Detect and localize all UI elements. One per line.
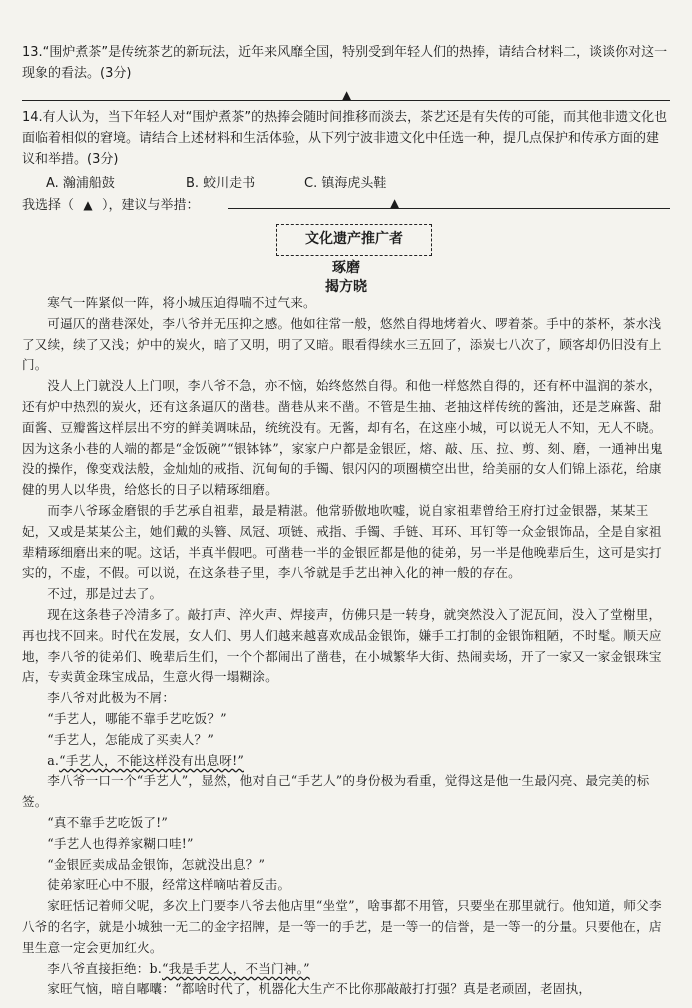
story-paragraph-b: [22, 959, 668, 980]
story-paragraph: 可逼仄的凿巷深处，李八爷并无压抑之感。他如往常一般，悠然自得地烤着火、啰着茶。手中的茶杯，茶水浅了又续，续了又浅；炉中的炭火，暗了又明，明了又暗。眼看得续水三五回了，添炭七八次了，顾客却仍旧没有上门。: [22, 315, 662, 373]
question-14: 14.有人认为，当下年轻人对“围炉煮茶”的热捧会随时间推移而淡去，茶艺还是有失传的可能，而其他非遗文化也面临着相似的窘境。请结合上述材料和生活体验，从下列宁波非遗文化中任选一种，提几点保护和传承方面的建议和举措。(3分): [22, 110, 668, 167]
choice-line: [22, 195, 200, 216]
story-paragraph: 李八爷对此极为不屑：: [47, 690, 176, 706]
answer-mark-13: ▲: [342, 88, 352, 102]
story-paragraph: 家旺恬记着师父呢，多次上门要李八爷去他店里“坐堂”，啥事都不用管，只要坐在那里就行。他知道，师父李八爷的名字，就是小城独一无二的金字招牌，是一等一的手艺，是一等一的信誉，是一等一的分量。只要他在，店里生意一定会更加红火。: [22, 898, 662, 955]
story-body: [22, 293, 668, 1000]
answer-line-14[interactable]: [228, 208, 670, 209]
option-b: B. 蛟川走书: [186, 176, 256, 191]
story-paragraph: 寒气一阵紧似一阵，将小城压迫得喘不过气来。: [47, 295, 316, 310]
answer-line-13[interactable]: [22, 100, 670, 101]
answer-mark-14: ▲: [390, 196, 400, 210]
story-paragraph: 不过，那是过去了。: [47, 586, 163, 602]
story-paragraph: 没人上门就没人上门呗，李八爷不急，亦不恼，始终悠然自得。和他一样悠然自得的，还有杯中温润的茶水，还有炉中热烈的炭火，还有这条逼仄的凿巷。凿巷从来不凿。不管是生抽、老抽这样传统的酱油，还是芝麻酱、甜面酱、豆瓣酱这样层出不穷的鲜美调味品，统统没有。无酱，却有名，在这座小城，可以说无人不知，无人不晓。因为这条小巷的人端的都是“金饭碗”“银钵钵”，家家户户都是金银匠，熔、敲、压、拉、剪、刻、磨，一通神出鬼没的操作，像变戏法般，金灿灿的戒指、沉甸甸的手镯、银闪闪的项圈横空出世，给美丽的女人们锦上添花，给康健的男人以华贵，给悠长的日子以精琢细磨。: [22, 378, 663, 498]
story-paragraph: “手艺人，怎能成了买卖人？”: [47, 731, 214, 747]
wavy-underlined-quote-b: “我是手艺人，不当门神。”: [162, 960, 310, 976]
story-paragraph-a: [22, 751, 668, 772]
story-paragraph: 徒弟家旺心中不服，经常这样嘀咕着反击。: [47, 877, 291, 893]
story-paragraph: 家旺气恼，暗自嘟囔：“都啥时代了，机器化大生产不比你那敲敲打打强？真是老顽固，老固执，: [47, 981, 592, 997]
story-paragraph: “手艺人也得养家糊口哇!”: [47, 835, 194, 851]
story-paragraph: 而李八爷琢金磨银的手艺承自祖辈，最是精湛。他常骄傲地吹嘘，说自家祖辈曾给王府打过金银器，某某王妃，又或是某某公主，她们戴的头簪、凤冠、项链、戒指、手镯、手链、耳环、耳钉等一众金银饰品，全是自家祖辈精琢细磨出来的呢。这话，半真半假吧。可凿巷一半的金银匠都是他的徒弟，另一半是他晚辈后生，这可是实打实的，不虚，不假。可以说，在这条巷子里，李八爷就是手艺出神入化的神一般的存在。: [22, 502, 662, 581]
option-a: A. 瀚浦船鼓: [46, 176, 115, 191]
story-title: 琢磨: [332, 260, 360, 276]
choice-suffix: ），建议与举措：: [102, 198, 200, 213]
question-13: 13.“围炉煮茶”是传统茶艺的新玩法，近年来风靡全国，特别受到年轻人们的热捧，请结合材料二，谈谈你对这一现象的看法。(3分): [22, 45, 668, 81]
section-badge: 文化遗产推广者: [276, 224, 432, 256]
choice-prefix: 我选择（: [22, 198, 75, 213]
choice-mark[interactable]: ▲: [83, 198, 93, 212]
lead-text-b: 李八爷直接拒绝：: [47, 960, 150, 976]
story-paragraph: “手艺人，哪能不靠手艺吃饭？”: [47, 710, 227, 726]
story-paragraph: “真不靠手艺吃饭了!”: [47, 814, 169, 830]
story-paragraph: 李八爷一口一个“手艺人”，显然，他对自己“手艺人”的身份极为看重，觉得这是他一生最闪亮、最完美的标签。: [22, 773, 650, 810]
story-author: 揭方晓: [325, 279, 367, 295]
wavy-underlined-quote-a: “手艺人，不能这样没有出息呀!”: [59, 752, 244, 768]
story-paragraph: “金银匠卖成品金银饰，怎就没出息？”: [47, 856, 266, 872]
marker-b: b.: [149, 960, 163, 976]
story-paragraph: 现在这条巷子冷清多了。敲打声、淬火声、焊接声，仿佛只是一转身，就突然没入了泥瓦间，没入了堂榭里，再也找不回来。时代在发展，女人们、男人们越来越喜欢成品金银饰，嫌手工打制的金银饰粗陋，不时髦。顺天应地，李八爷的徒弟们、晚辈后生们，一个个都闹出了凿巷，在小城繁华大街、热闹卖场，开了一家又一家金银珠宝店，专卖黄金珠宝成品，生意火得一塌糊涂。: [22, 606, 662, 685]
marker-a: a.: [47, 752, 60, 768]
option-c: C. 镇海虎头鞋: [304, 176, 387, 191]
